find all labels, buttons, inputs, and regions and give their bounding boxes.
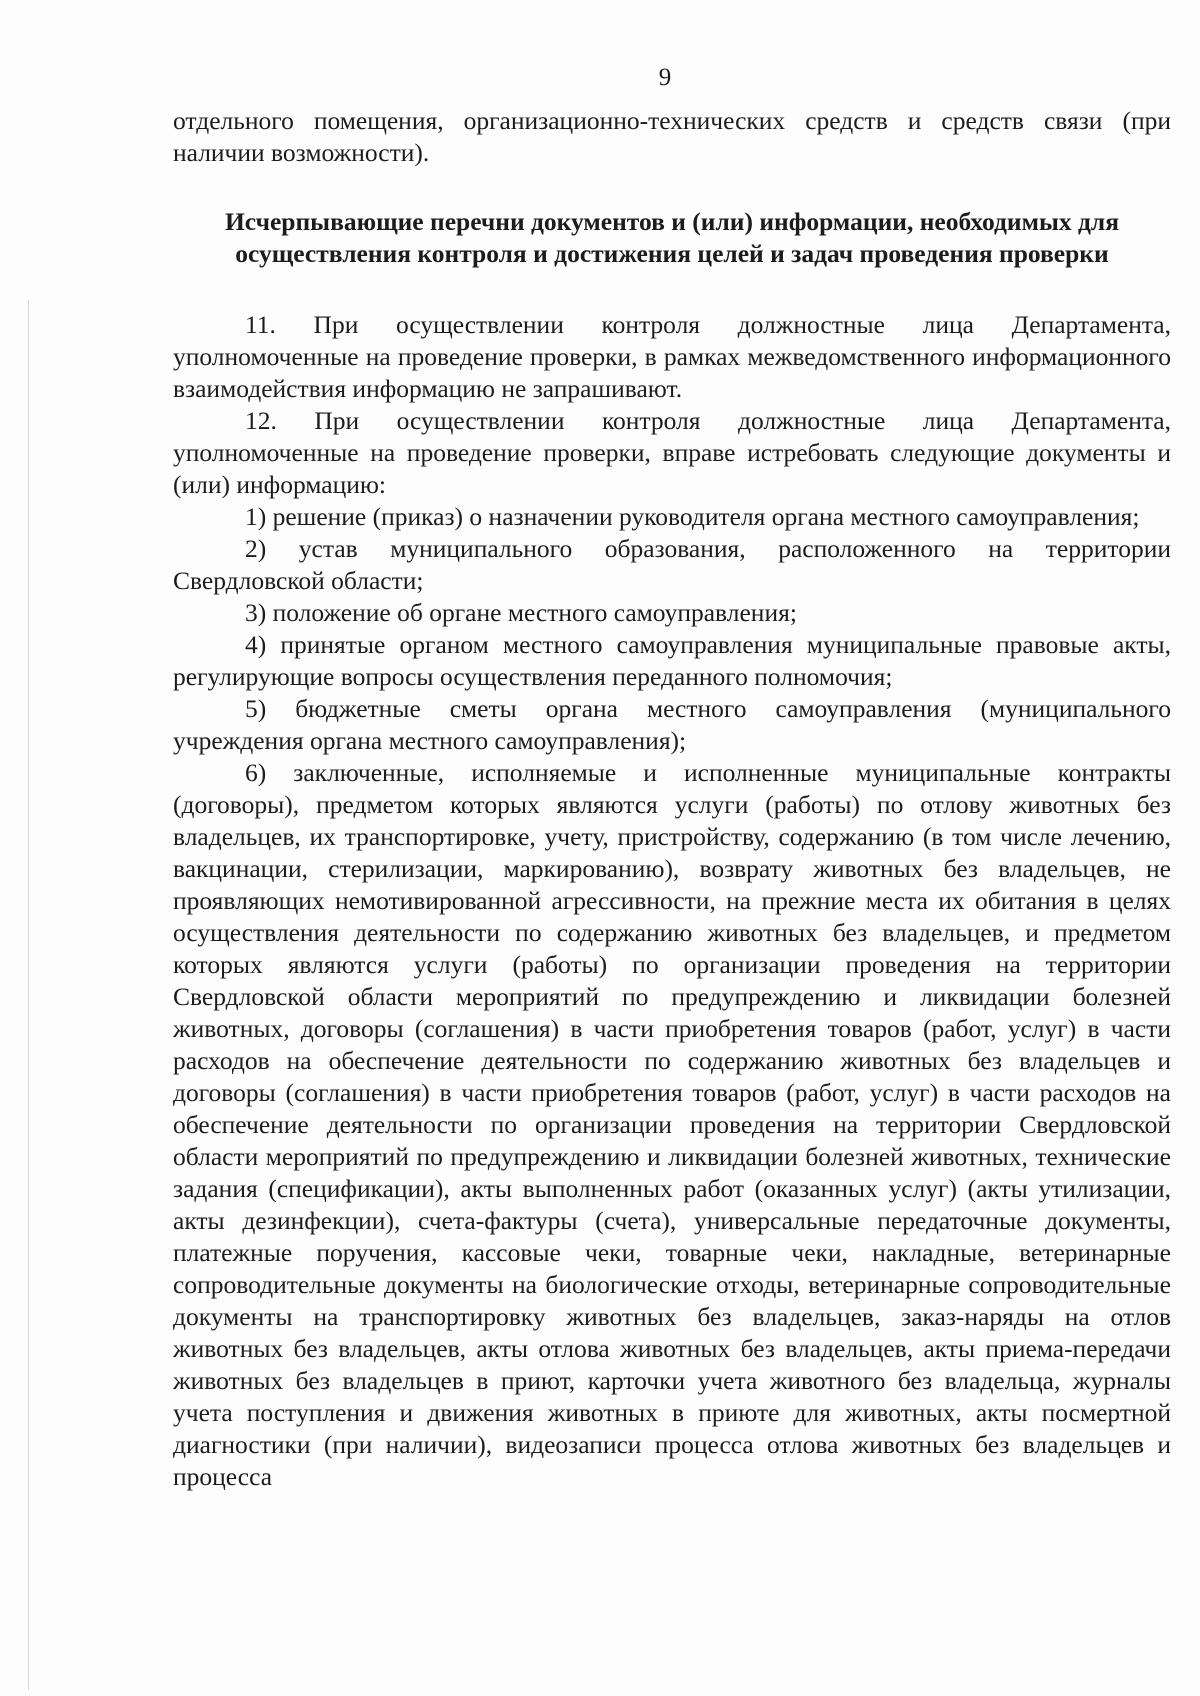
paragraph-11: 11. При осуществлении контроля должностные лица Департамента, уполномоченные на проведение проверки, в рамках межведомственного информационного взаимодействия информацию не запрашивают. bbox=[173, 310, 1171, 403]
list-item-2: 2) устав муниципального образования, расположенного на территории Свердловской области; bbox=[173, 534, 1171, 595]
page-number: 9 bbox=[658, 64, 672, 91]
continuation-paragraph: отдельного помещения, организационно-технических средств и средств связи (при наличии возможности). bbox=[173, 106, 1171, 167]
page-body bbox=[173, 105, 1171, 1493]
paragraph-12: 12. При осуществлении контроля должностные лица Департамента, уполномоченные на проведение проверки, вправе истребовать следующие документы и (или) информацию: bbox=[173, 406, 1171, 499]
list-item-3: 3) положение об органе местного самоуправления; bbox=[245, 598, 797, 627]
list-item-5: 5) бюджетные сметы органа местного самоуправления (муниципального учреждения органа местного самоуправления); bbox=[173, 694, 1171, 755]
list-item-6: 6) заключенные, исполняемые и исполненные муниципальные контракты (договоры), предметом которых являются услуги (работы) по отлову животных без владельцев, их транспортировке, учету, пристройству, содержанию (в том числе лечению, вакцинации, стерилизации, маркированию), возврату животных без владельцев, не проявляющих немотивированной агрессивности, на прежние места их обитания в целях осуществления деятельности по содержанию животных без владельцев, и предметом которых являются услуги (работы) по организации проведения на территории Свердловской области мероприятий по предупреждению и ликвидации болезней животных, договоры (соглашения) в части приобретения товаров (работ, услуг) в части расходов на обеспечение деятельности по содержанию животных без владельцев и договоры (соглашения) в части приобретения товаров (работ, услуг) в части расходов на обеспечение деятельности по организации проведения на территории Свердловской области мероприятий по предупреждению и ликвидации болезней животных, технические задания (спецификации), акты выполненных работ (оказанных услуг) (акты утилизации, акты дезинфекции), счета-фактуры (счета), универсальные передаточные документы, платежные поручения, кассовые чеки, товарные чеки, накладные, ветеринарные сопроводительные документы на биологические отходы, ветеринарные сопроводительные документы на транспортировку животных без владельцев, заказ-наряды на отлов животных без владельцев, акты отлова животных без владельцев, акты приема-передачи животных без владельцев в приют, карточки учета животного без владельца, журналы учета поступления и движения животных в приюте для животных, акты посмертной диагностики (при наличии), видеозаписи процесса отлова животных без владельцев и процесса bbox=[173, 758, 1171, 1491]
list-item-4: 4) принятые органом местного самоуправления муниципальные правовые акты, регулирующие вопросы осуществления переданного полномочия; bbox=[173, 630, 1171, 691]
list-item-1: 1) решение (приказ) о назначении руководителя органа местного самоуправления; bbox=[245, 502, 1140, 531]
scan-edge-line bbox=[28, 300, 29, 1690]
section-heading: Исчерпывающие перечни документов и (или) информации, необходимых для осуществления контроля и достижения целей и задач проведения проверки bbox=[224, 207, 1120, 268]
